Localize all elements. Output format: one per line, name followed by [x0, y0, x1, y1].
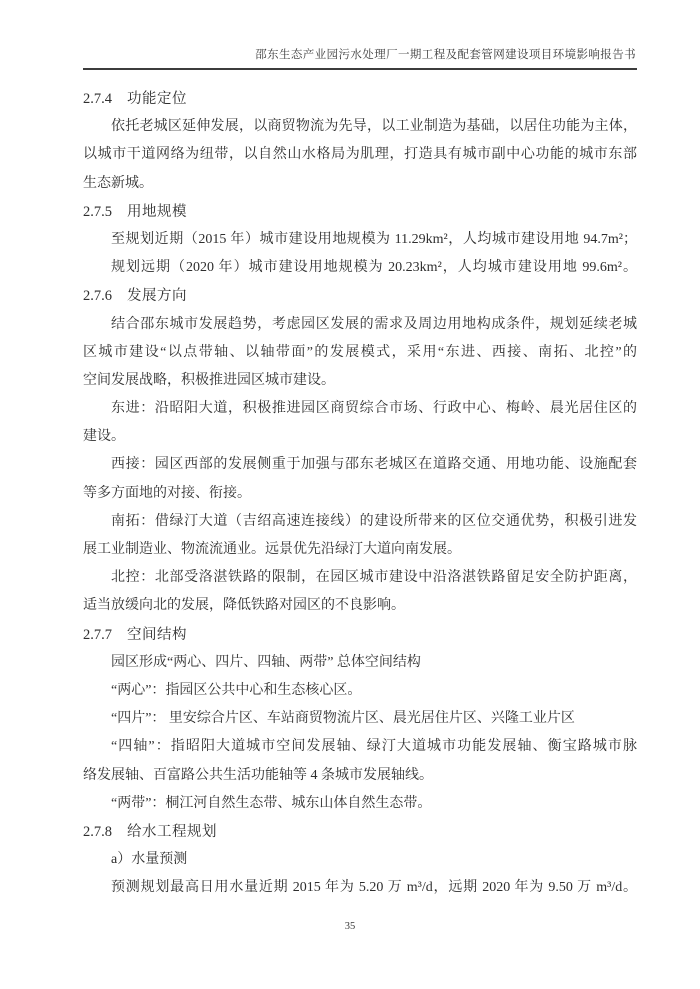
running-header-title: 邵东生态产业园污水处理厂一期工程及配套管网建设项目环境影响报告书 — [255, 49, 636, 61]
text-line: 东进：沿昭阳大道，积极推进园区商贸综合市场、行政中心、梅岭、晨光居住区的 — [111, 401, 637, 417]
text-line: 空间发展战略，积极推进园区城市建设。 — [83, 372, 335, 388]
text-line: 结合邵东城市发展趋势，考虑园区发展的需求及周边用地构成条件，规划延续老城 — [111, 316, 637, 332]
section-number: 2.7.8 — [83, 823, 112, 840]
text-line: 等多方面地的对接、衔接。 — [83, 485, 251, 501]
text-line: “两带”：桐江河自然生态带、城东山体自然生态带。 — [111, 795, 432, 811]
section-number: 2.7.7 — [83, 626, 112, 643]
page-number: 35 — [344, 921, 356, 932]
section-heading — [83, 85, 637, 113]
section-heading — [83, 818, 637, 846]
text-line: “四片”： 里安综合片区、车站商贸物流片区、晨光居住片区、兴隆工业片区 — [111, 711, 575, 727]
text-line: 园区形成“两心、四片、四轴、两带” 总体空间结构 — [111, 654, 421, 670]
section-title: 用地规模 — [127, 203, 187, 220]
section-heading — [83, 621, 637, 649]
section-title: 给水工程规划 — [127, 823, 217, 840]
text-line: a）水量预测 — [111, 852, 188, 868]
text-line: 络发展轴、百富路公共生活功能轴等 4 条城市发展轴线。 — [83, 767, 433, 783]
text-line: 以城市干道网络为纽带，以自然山水格局为肌理，打造具有城市副中心功能的城市东部 — [83, 147, 637, 163]
text-line: 展工业制造业、物流流通业。远景优先沿绿汀大道向南发展。 — [83, 542, 461, 557]
text-line: “两心”：指园区公共中心和生态核心区。 — [111, 682, 362, 698]
text-line: “四轴”：指昭阳大道城市空间发展轴、绿汀大道城市功能发展轴、衡宝路城市脉 — [111, 739, 637, 755]
section-title: 发展方向 — [127, 288, 187, 305]
text-line: 适当放缓向北的发展，降低铁路对园区的不良影响。 — [83, 598, 405, 614]
text-line: 至规划近期（2015 年）城市建设用地规模为 11.29km²，人均城市建设用地 94.7m²； — [111, 231, 637, 247]
section-heading — [83, 198, 637, 226]
section-number: 2.7.4 — [83, 91, 112, 107]
document-body — [83, 85, 637, 902]
section-title: 功能定位 — [127, 91, 187, 107]
text-line: 规划远期（2020 年）城市建设用地规模为 20.23km²，人均城市建设用地 99.6m²。 — [111, 260, 637, 276]
text-line: 区城市建设“以点带轴、以轴带面”的发展模式，采用“东进、西接、南拓、北控”的 — [83, 344, 637, 360]
section-number: 2.7.6 — [83, 288, 112, 305]
text-line: 生态新城。 — [83, 175, 153, 191]
section-number: 2.7.5 — [83, 203, 112, 220]
header-rule — [83, 68, 637, 70]
text-line: 建设。 — [83, 429, 125, 445]
text-line: 西接：园区西部的发展侧重于加强与邵东老城区在道路交通、用地功能、设施配套 — [111, 457, 637, 473]
text-line: 南拓：借绿汀大道（吉绍高速连接线）的建设所带来的区位交通优势，积极引进发 — [111, 513, 637, 529]
text-line: 北控：北部受洛湛铁路的限制，在园区城市建设中沿洛湛铁路留足安全防护距离， — [111, 570, 637, 586]
text-line: 预测规划最高日用水量近期 2015 年为 5.20 万 m³/d，远期 2020 年为 9.50 万 m³/d。 — [111, 880, 637, 896]
section-title: 空间结构 — [127, 626, 187, 643]
section-heading — [83, 282, 637, 310]
text-line: 依托老城区延伸发展，以商贸物流为先导，以工业制造为基础，以居住功能为主体， — [111, 119, 637, 135]
